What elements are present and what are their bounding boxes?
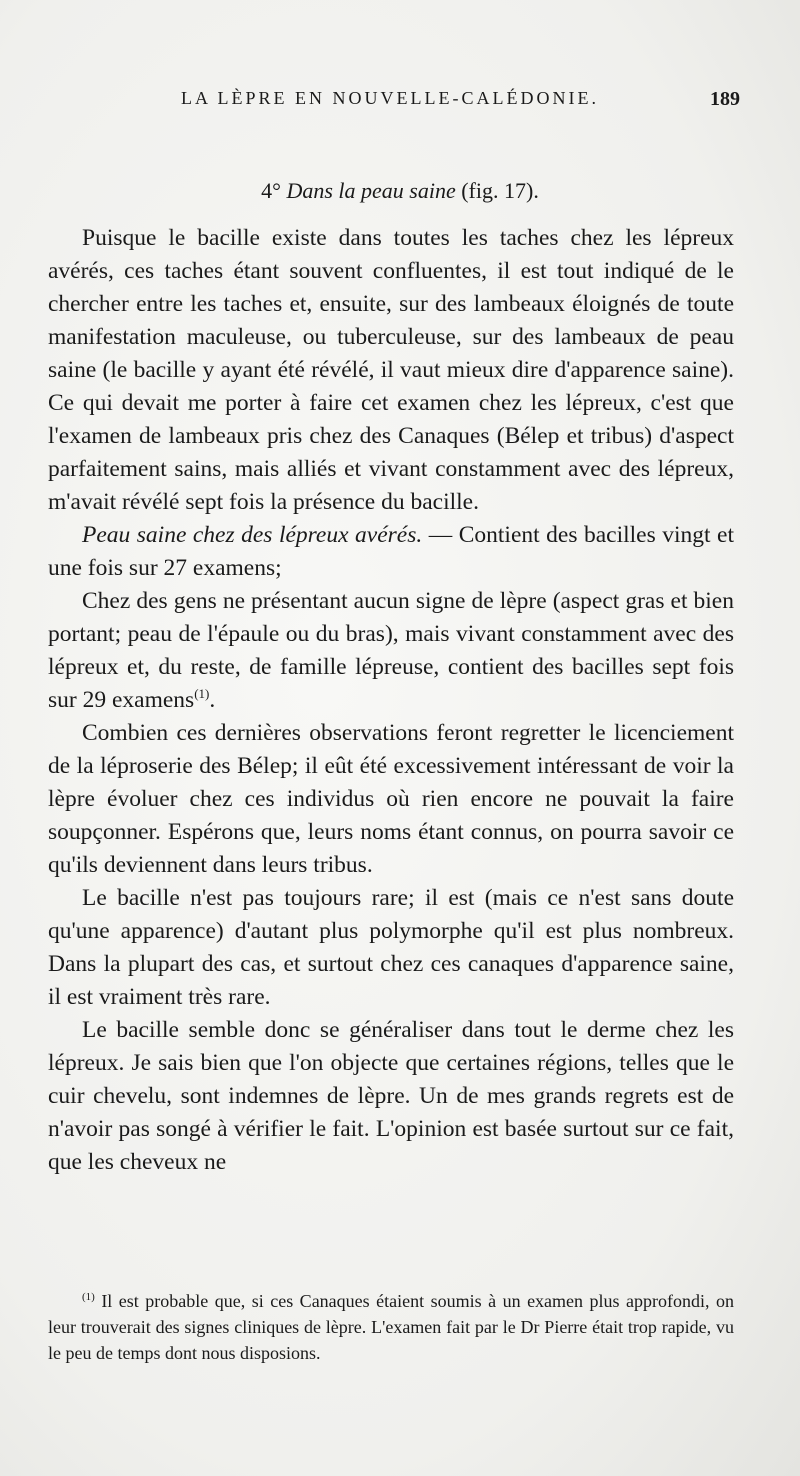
footnote-marker: (1) — [82, 1291, 95, 1303]
footnote-reference: (1) — [194, 686, 210, 702]
footnote-text: Il est probable que, si ces Canaques étaient soumis à un examen plus approfondi, on leur trouverait des signes cliniques de lèpre. L'examen fait par le Dr Pierre était trop rapide, vu le peu de temps dont nous disposions. — [48, 1291, 734, 1363]
running-header — [130, 88, 740, 118]
paragraph — [48, 222, 734, 519]
paragraph — [48, 585, 734, 717]
paragraph-text: Le bacille semble donc se généraliser dans tout le derme chez les lépreux. Je sais bien que l'on objecte que certaines régions, telles que le cuir chevelu, sont indemnes de lèpre. Un de mes grands regrets est de n'avoir pas songé à vérifier le fait. L'opinion est basée surtout sur ce fait, que les cheveux ne — [48, 1017, 734, 1175]
paragraph-lead: Peau saine chez des lépreux avérés. — [82, 522, 423, 548]
footnote-paragraph — [48, 1288, 734, 1366]
paragraph — [48, 882, 734, 1014]
paragraph-text: Le bacille n'est pas toujours rare; il est (mais ce n'est sans doute qu'une apparence) d'autant plus polymorphe qu'il est plus nombreux. Dans la plupart des cas, et surtout chez ces canaques d'apparence saine, il est vraiment très rare. — [48, 885, 734, 1010]
section-number: 4° — [261, 178, 281, 203]
paragraph — [48, 717, 734, 882]
page-number: 189 — [710, 88, 740, 110]
paragraph — [48, 519, 734, 585]
section-heading — [0, 178, 800, 204]
running-title: LA LÈPRE EN NOUVELLE-CALÉDONIE. — [181, 88, 599, 108]
body-text — [48, 222, 734, 1179]
section-figure-ref: (fig. 17). — [461, 178, 539, 203]
paragraph-text: Puisque le bacille existe dans toutes les taches chez les lépreux avérés, ces taches étant souvent confluentes, il est tout indiqué de le chercher entre les taches et, ensuite, sur des lambeaux éloignés de toute manifestation maculeuse, ou tuberculeuse, sur des lambeaux de peau saine (le bacille y ayant été révélé, il vaut mieux dire d'apparence saine). Ce qui devait me porter à faire cet examen chez les lépreux, c'est que l'examen de lambeaux pris chez des Canaques (Bélep et tribus) d'aspect parfaitement sains, mais alliés et vivant constamment avec des lépreux, m'avait révélé sept fois la présence du bacille. — [48, 225, 734, 515]
paragraph-text: Combien ces dernières observations feront regretter le licenciement de la léproserie des Bélep; il eût été excessivement intéressant de voir la lèpre évoluer chez ces individus où rien encore ne pouvait la faire soupçonner. Espérons que, leurs noms étant connus, on pourra savoir ce qu'ils deviennent dans leurs tribus. — [48, 720, 734, 878]
paragraph-tail: . — [209, 687, 216, 713]
section-title-text: Dans la peau saine — [286, 178, 456, 203]
footnote — [48, 1288, 734, 1366]
paragraph-text: Chez des gens ne présentant aucun signe de lèpre (aspect gras et bien portant; peau de l'épaule ou du bras), mais vivant constamment avec des lépreux et, du reste, de famille lépreuse, contient des bacilles sept fois sur 29 examens — [48, 588, 734, 713]
paragraph — [48, 1014, 734, 1179]
paragraph-text: — Contient des bacilles vingt et une fois sur 27 examens; — [48, 522, 734, 581]
